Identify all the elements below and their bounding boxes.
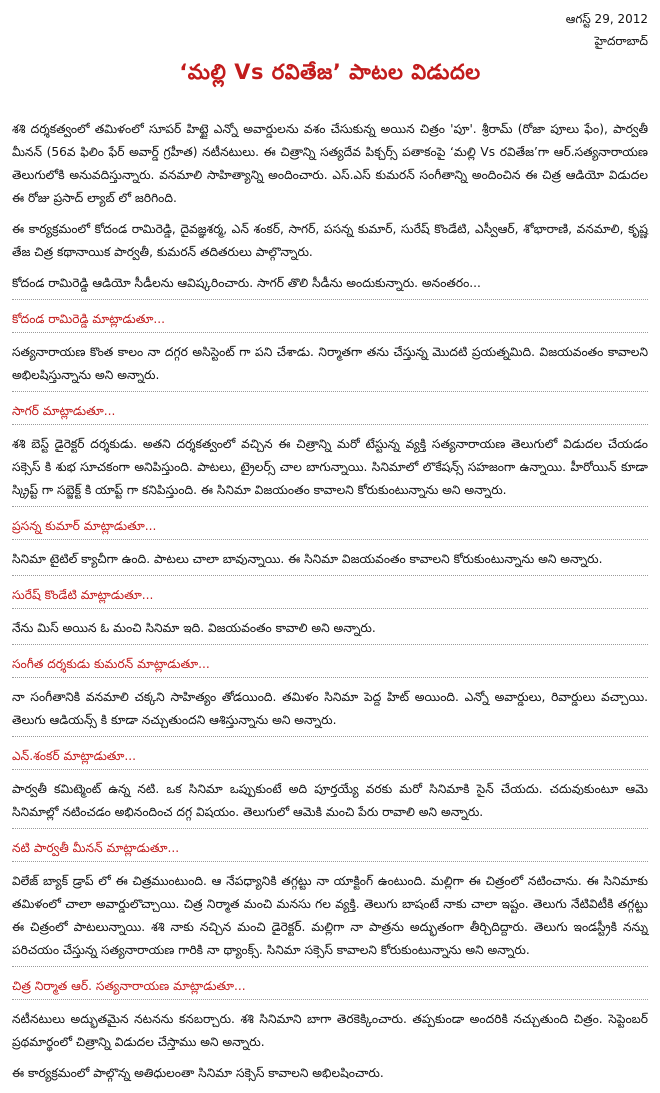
quote-kodanda-ramireddy: సత్యనారాయణ కొంత కాలం నా దగ్గర అసిస్టెంట్ గా పని చేశాడు. నిర్మాతగా తను చేస్తున్న మొదటి ప్రయత్నమిది. విజయవంతం కావాలని అభిలషిస్తున్నాను అని అన్నారు.	[12, 341, 648, 392]
dateline	[566, 8, 648, 52]
quote-suresh-kondeti: నేను మిస్ అయిన ఓ మంచి సినిమా ఇది. విజయవంతం కావాలి అని అన్నారు.	[12, 617, 648, 645]
speaker-heading-sagar: సాగర్ మాట్లాడుతూ...	[12, 400, 648, 425]
quote-kumaran: నా సంగీతానికి వనమాలి చక్కని సాహిత్యం తోడయింది. తమిళం సినిమా పెద్ద హిట్ అయింది. ఎన్నో అవార్డులు, రివార్డులు వచ్చాయి. తెలుగు ఆడియన్స్ కి కూడా నచ్చుతుందని ఆశిస్తున్నాను అని అన్నారు.	[12, 686, 648, 737]
speaker-heading-suresh-kondeti: సురేష్ కొండేటి మాట్లాడుతూ...	[12, 584, 648, 609]
article-place: హైదరాబాద్	[594, 34, 648, 48]
article-body	[12, 118, 648, 1093]
quote-producer: నటీనటులు అద్భుతమైన నటనను కనబర్చారు. శశి సినిమాని బాగా తెరకెక్కించారు. తప్పకుండా అందరికి నచ్చుతుంది చిత్రం. సెప్టెంబర్ ప్రథమార్థంలో చిత్రాన్ని విడుదల చేస్తాము అని అన్నారు.	[12, 1012, 648, 1049]
attendees-paragraph: ఈ కార్యక్రమంలో కోదండ రామిరెడ్డి, దైవజ్ఞశర్మ, ఎన్ శంకర్, సాగర్, పసన్న కుమార్, సురేష్ కొండేటి, ఎస్వీఆర్, శోభారాణి, వనమాలి, కృష్ణ తేజ చిత్ర కథానాయిక పార్వతీ, కుమరన్ తదితరులు పాల్గొన్నారు.	[12, 222, 648, 259]
speaker-heading-n-shankar: ఎన్.శంకర్ మాట్లాడుతూ...	[12, 745, 648, 770]
closing-paragraph: ఈ కార్యక్రమంలో పాల్గొన్న అతిధులంతా సినిమా సక్సెస్ కావాలని అభిలషించారు.	[12, 1066, 384, 1080]
quote-n-shankar: పార్వతీ కమిట్మెంట్ ఉన్న నటి. ఒక సినిమా ఒప్పుకుంటే అది పూర్తయ్యే వరకు మరో సినిమాకి సైన్ చేయదు. చదువుకుంటూ ఆమె సినిమాల్లో నటించడం అభినందించ దగ్గ విషయం. తెలుగులో ఆమెకి మంచి పేరు రావాలి అని అన్నారు.	[12, 778, 648, 829]
speaker-heading-producer: చిత్ర నిర్మాత ఆర్. సత్యనారాయణ మాట్లాడుతూ...	[12, 975, 648, 1000]
quote-parvathi-menon: విలేజ్ బ్యాక్ డ్రాప్ లో ఈ చిత్రముంటుంది. ఆ నేపధ్యానికి తగ్గట్టు నా యాక్టింగ్ ఉంటుంది. మల్లిగా ఈ చిత్రంలో నటించాను. ఈ సినిమాకు తమిళంలో చాలా అవార్డులొచ్చాయి. చిత్ర నిర్మాత మంచి మనసు గల వ్యక్తి. తెలుగు బాషంటే నాకు చాలా ఇష్టం. తెలుగు నేటివిటీకి తగ్గట్టు ఈ చిత్రంలో పాటలున్నాయి. శశి నాకు నచ్చిన మంచి డైరెక్టర్. మల్లిగా నా పాత్రను అద్భుతంగా తీర్చిదిద్దారు. తెలుగు ఇండస్ట్రీకి నన్ను పరిచయం చేస్తున్న సత్యనారాయణ గారికి నా థ్యాంక్స్. సినిమా సక్సెస్ కావాలని కోరుకుంటున్నాను అని అన్నారు.	[12, 870, 648, 967]
article-date: ఆగస్ట్ 29, 2012	[565, 12, 648, 26]
speaker-heading-prasanna-kumar: ప్రసన్న కుమార్ మాట్లాడుతూ...	[12, 515, 648, 540]
quote-sagar: శశి బెస్ట్ డైరెక్టర్ దర్శకుడు. అతని దర్శకత్వంలో వచ్చిన ఈ చిత్రాన్ని మరో టేస్టున్న వ్యక్తి సత్యనారాయణ తెలుగులో విడుదల చేయడం సక్సెస్ కి శుభ సూచకంగా అనిపిస్తుంది. పాటలు, ట్రైలర్స్ చాల బాగున్నాయి. సినిమాలో లొకేషన్స్ సహజంగా ఉన్నాయి. హీరోయిన్ కూడా స్క్రిప్ట్ గా సబ్జెక్ట్ కి యాప్ట్ గా కనిపిస్తుంది. ఈ సినిమా విజయంతం కావాలని కోరుకుంటున్నాను అని అన్నారు.	[12, 433, 648, 507]
audio-launch-paragraph: కోదండ రామిరెడ్డి ఆడియో సీడీలను ఆవిష్కరించారు. సాగర్ తొలి సీడీను అందుకున్నారు. అనంతరం...	[12, 272, 648, 300]
intro-paragraph: శశి దర్శకత్వంలో తమిళంలో సూపర్ హిట్టై ఎన్నో అవార్డులను వశం చేసుకున్న అయిన చిత్రం 'పూ'. శ్రీరామ్ (రోజా పూలు ఫేం), పార్వతీ మీనన్ (56వ ఫిలిం ఫేర్ అవార్డ్ గ్రహీత) నటీనటులు. ఈ చిత్రాన్ని సత్యదేవ పిక్చర్స్ పతాకంపై ‘మల్లి Vs రవితేజ’గా ఆర్.సత్యనారాయణ తెలుగులోకి అనువదిస్తున్నారు. వనమాలి సాహిత్యాన్ని అందించారు. ఎస్.ఎస్ కుమరన్ సంగీతాన్ని అందించిన ఈ చిత్ర ఆడియో విడుదల ఈ రోజు ప్రసాద్ ల్యాబ్ లో జరిగింది.	[12, 122, 648, 205]
quote-prasanna-kumar: సినిమా టైటిల్ క్యాచీగా ఉంది. పాటలు చాలా బావున్నాయి. ఈ సినిమా విజయవంతం కావాలని కోరుకుంటున్నాను అని అన్నారు.	[12, 548, 648, 576]
speaker-heading-parvathi-menon: నటి పార్వతీ మీనన్ మాట్లాడుతూ...	[12, 837, 648, 862]
article-headline: ‘మల్లి Vs రవితేజ’ పాటల విడుదల	[179, 60, 481, 84]
speaker-heading-kumaran: సంగీత దర్శకుడు కుమరన్ మాట్లాడుతూ...	[12, 653, 648, 678]
speaker-heading-kodanda-ramireddy: కోదండ రామిరెడ్డి మాట్లాడుతూ...	[12, 308, 648, 333]
